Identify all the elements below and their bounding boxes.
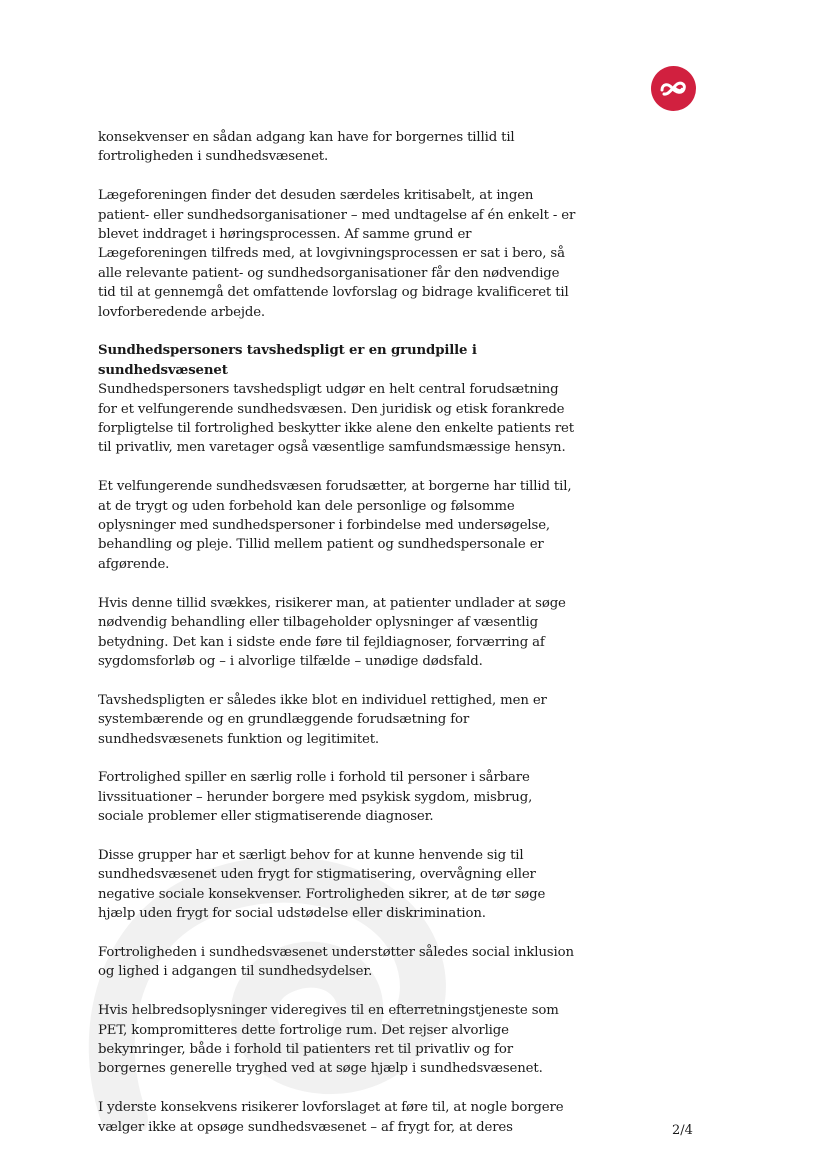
section-heading: Sundhedspersoners tavshedspligt er en grundpille i sundhedsvæsenet: [98, 343, 477, 378]
page-number: 2/4: [672, 1123, 693, 1138]
paragraph: Lægeforeningen finder det desuden særdeles kritisabelt, at ingen patient- eller sundhedsorganisationer – med undtagelse af én enkelt - er blevet inddraget i høringsprocessen. Af samme grund er Lægeforeningen tilfreds med, at lovgivningsprocessen er sat i bero, så alle relevante patient- og sundhedsorganisationer får den nødvendige tid til at gennemgå det omfattende lovforslag og bidrage kvalificeret til lovforberedende arbejde.: [98, 188, 576, 320]
paragraph: Sundhedspersoners tavshedspligt udgør en helt central forudsætning for et velfungerende sundhedsvæsen. Den juridisk og etisk forankrede forpligtelse til fortrolighed beskytter ikke alene den enkelte patients ret til privatliv, men varetager også væsentlige samfundsmæssige hensyn.: [98, 382, 574, 456]
paragraph: Et velfungerende sundhedsvæsen forudsætter, at borgerne har tillid til, at de trygt og uden forbehold kan dele personlige og følsomme oplysninger med sundhedspersoner i forbindelse med undersøgelse, behandling og pleje. Tillid mellem patient og sundhedspersonale er afgørende.: [98, 479, 572, 572]
paragraph: Disse grupper har et særligt behov for at kunne henvende sig til sundhedsvæsenet uden frygt for stigmatisering, overvågning eller negative sociale konsekvenser. Fortroligheden sikrer, at de tør søge hjælp uden frygt for social udstødelse eller diskrimination.: [98, 847, 546, 922]
document-body: [98, 128, 578, 1156]
paragraph: I yderste konsekvens risikerer lovforslaget at føre til, at nogle borgere vælger ikke at opsøge sundhedsvæsenet – af frygt for, at deres: [98, 1100, 564, 1135]
paragraph: Fortrolighed spiller en særlig rolle i forhold til personer i sårbare livssituationer – herunder borgere med psykisk sygdom, misbrug, sociale problemer eller stigmatiserende diagnoser.: [98, 770, 533, 825]
paragraph: Fortroligheden i sundhedsvæsenet understøtter således social inklusion og lighed i adgangen til sundhedsydelser.: [98, 944, 574, 980]
paragraph: Tavshedspligten er således ikke blot en individuel rettighed, men er systembærende og en grundlæggende forudsætning for sundhedsvæsenets funktion og legitimitet.: [98, 692, 547, 747]
paragraph: Hvis denne tillid svækkes, risikerer man, at patienter undlader at søge nødvendig behandling eller tilbageholder oplysninger af væsentlig betydning. Det kan i sidste ende føre til fejldiagnoser, forværring af sygdomsforløb og – i alvorlige tilfælde – unødige dødsfald.: [98, 595, 566, 669]
logo: [651, 66, 696, 111]
paragraph: Hvis helbredsoplysninger videregives til en efterretningstjeneste som PET, kompromitteres dette fortrolige rum. Det rejser alvorlige bekymringer, både i forhold til patienters ret til privatliv og for borgernes generelle tryghed ved at søge hjælp i sundhedsvæsenet.: [98, 1003, 559, 1077]
paragraph: konsekvenser en sådan adgang kan have for borgernes tillid til fortroligheden i sundhedsvæsenet.: [98, 130, 515, 165]
infinity-loop-icon: [651, 66, 696, 111]
